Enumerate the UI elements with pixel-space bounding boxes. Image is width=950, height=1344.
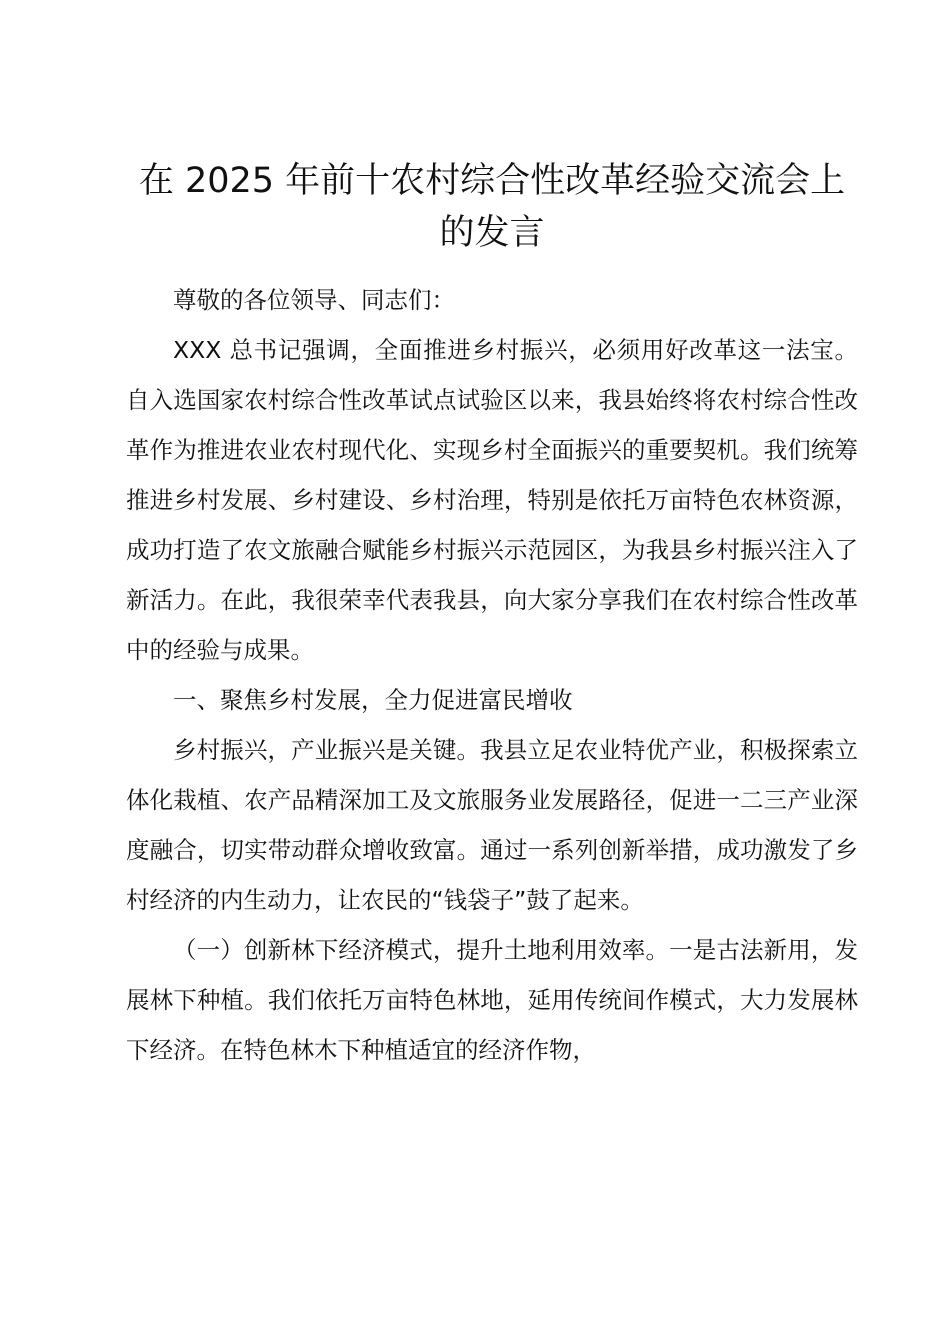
- section-heading-1: 一、聚焦乡村发展，全力促进富民增收: [173, 686, 573, 714]
- title-line-2: 的发言: [439, 213, 545, 253]
- document-title: [126, 0, 858, 259]
- document-body: [126, 275, 858, 1075]
- salutation: 尊敬的各位领导、同志们：: [173, 286, 455, 314]
- title-line-1: 在 2025 年前十农村综合性改革经验交流会上: [138, 161, 846, 201]
- paragraph-intro: XXX 总书记强调，全面推进乡村振兴，必须用好改革这一法宝。自入选国家农村综合性改革试点试验区以来，我县始终将农村综合性改革作为推进农业农村现代化、实现乡村全面振兴的重要契机。我们统筹推进乡村发展、乡村建设、乡村治理，特别是依托万亩特色农林资源，成功打造了农文旅融合赋能乡村振兴示范园区，为我县乡村振兴注入了新活力。在此，我很荣幸代表我县，向大家分享我们在农村综合性改革中的经验与成果。: [126, 336, 858, 664]
- paragraph-subsection-1: （一）创新林下经济模式，提升土地利用效率。一是古法新用，发展林下种植。我们依托万亩特色林地，延用传统间作模式，大力发展林下经济。在特色林木下种植适宜的经济作物，: [126, 936, 858, 1064]
- paragraph-section-1: 乡村振兴，产业振兴是关键。我县立足农业特优产业，积极探索立体化栽植、农产品精深加工及文旅服务业发展路径，促进一二三产业深度融合，切实带动群众增收致富。通过一系列创新举措，成功激发了乡村经济的内生动力，让农民的“钱袋子”鼓了起来。: [126, 736, 858, 914]
